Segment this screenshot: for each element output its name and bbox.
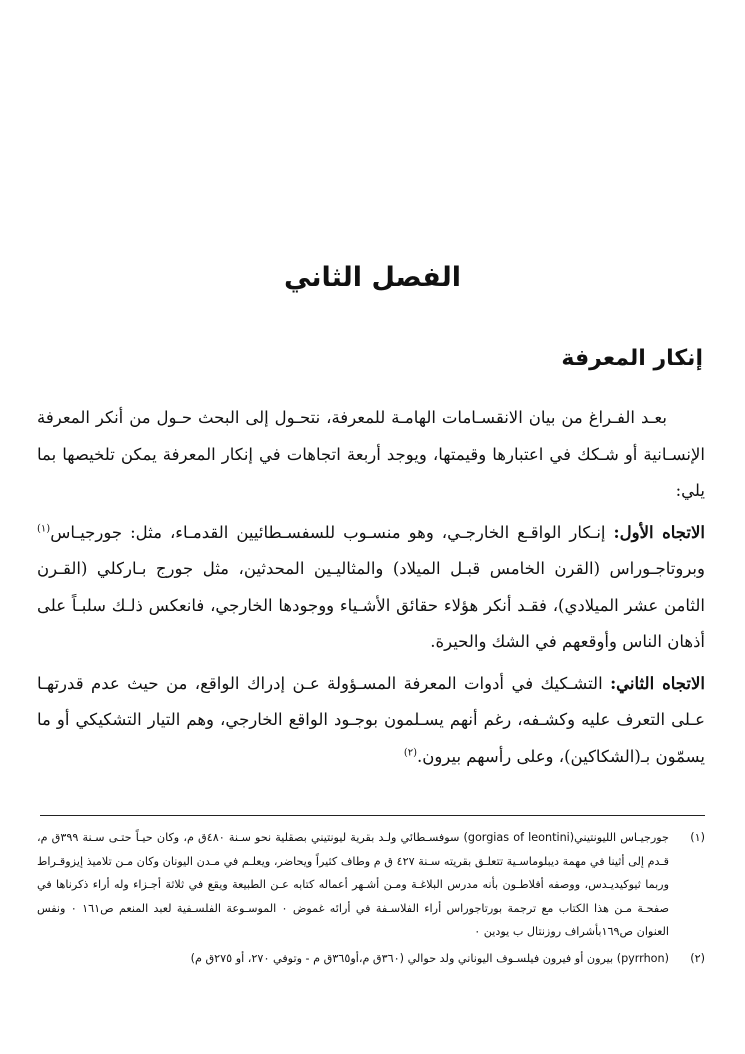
second-direction-paragraph xyxy=(37,666,705,776)
intro-paragraph: بعـد الفـراغ من بيان الانقسـامات الهامـة للمعرفة، نتحـول إلى البحث حـول من أنكر المعرفة الإنسـانية أو شـكك في اعتبارها وقيمتها، ويوجد أربعة اتجاهات في إنكار المعرفة يمكن تلخيصها بما يلي: xyxy=(37,408,705,500)
chapter-title: الفصل الثاني xyxy=(284,262,461,293)
second-direction-label: الاتجاه الثاني: xyxy=(610,673,705,693)
first-direction-text-a: إنـكار الواقـع الخارجـي، وهو منسـوب للسفسـطائيين القدمـاء، مثل: جورجيـاس xyxy=(50,522,614,542)
second-direction-text: التشـكيك في أدوات المعرفة المسـؤولة عـن إدراك الواقع، من حيث عدم قدرتهـا عـلى التعرف عليه وكشـفه، رغم أنهم يسـلمون بوجـود الواقع الخارجي، وهم التيار التشكيكي أو ما يسمّون بـ(الشكاكين)، وعلى رأسهم بيرون. xyxy=(37,673,705,766)
footnote-divider xyxy=(40,815,705,816)
footnote-ref-2[interactable]: (٢) xyxy=(403,747,418,758)
footnote-number: (١) xyxy=(690,831,705,844)
body-text xyxy=(37,400,705,775)
footnote-2 xyxy=(37,947,705,971)
first-direction-label: الاتجاه الأول: xyxy=(613,522,705,542)
footnote-text: (pyrrhon) بيرون أو فيرون فيلسـوف اليوناني ولد حوالي (٣٦٠ق م،أو٣٦٥ق م - وتوفي ٢٧٠، أو ٢٧٥ق م) xyxy=(190,951,669,965)
first-direction-paragraph xyxy=(37,515,705,661)
section-heading: إنكار المعرفة xyxy=(561,346,703,371)
footnotes xyxy=(37,826,705,971)
first-direction-text-b: وبروتاجـوراس (القرن الخامس قبـل الميلاد) والمثاليـين المحدثين، مثل جورج بـاركلي (القـرن الثامن عشر الميلادي)، فقـد أنكر هؤلاء حقائق الأشـياء ووجودها الخارجي، فانعكس ذلـك سلبـاً على أذهان الناس وأوقعهم في الشك والحيرة. xyxy=(37,559,705,651)
footnote-number: (٢) xyxy=(690,951,705,965)
footnote-1 xyxy=(37,826,705,944)
footnote-text: جورجيـاس الليونتيني(gorgias of leontini) سوفسـطائي ولـد بقرية ليونتيني بصقلية نحو سـنة ٤٨٠ق م، وكان حيـاً حتـى سـنة ٣٩٩ق م، قـدم إلى أثينا في مهمة ديبلوماسـية تتعلـق بقريته سـنة ٤٢٧ ق م وطاف كثيراً ويحاضر، ويعلـم في مـدن اليونان وكان مـن تلاميذ إيزوقـراط وربما ثيوكيديـدس، ووصفه أفلاطـون بأنه مدرس البلاغـة ومـن أشـهر أعماله كتابه عـن الطبيعة ويقع في ثلاثة أجـزاء وله أراء ذكرناها في صفحـة مـن هذا الكتاب مع ترجمة بورتاجوراس أراء الفلاسـفة في أرائه غموض ٠ الموسـوعة الفلسـفية لعبد المنعم ص١٦١ ٠ ونفس العنوان ص١٦٩بأشراف روزنتال ب يودين ٠ xyxy=(37,831,670,939)
footnote-ref-1[interactable]: (١) xyxy=(37,523,51,534)
